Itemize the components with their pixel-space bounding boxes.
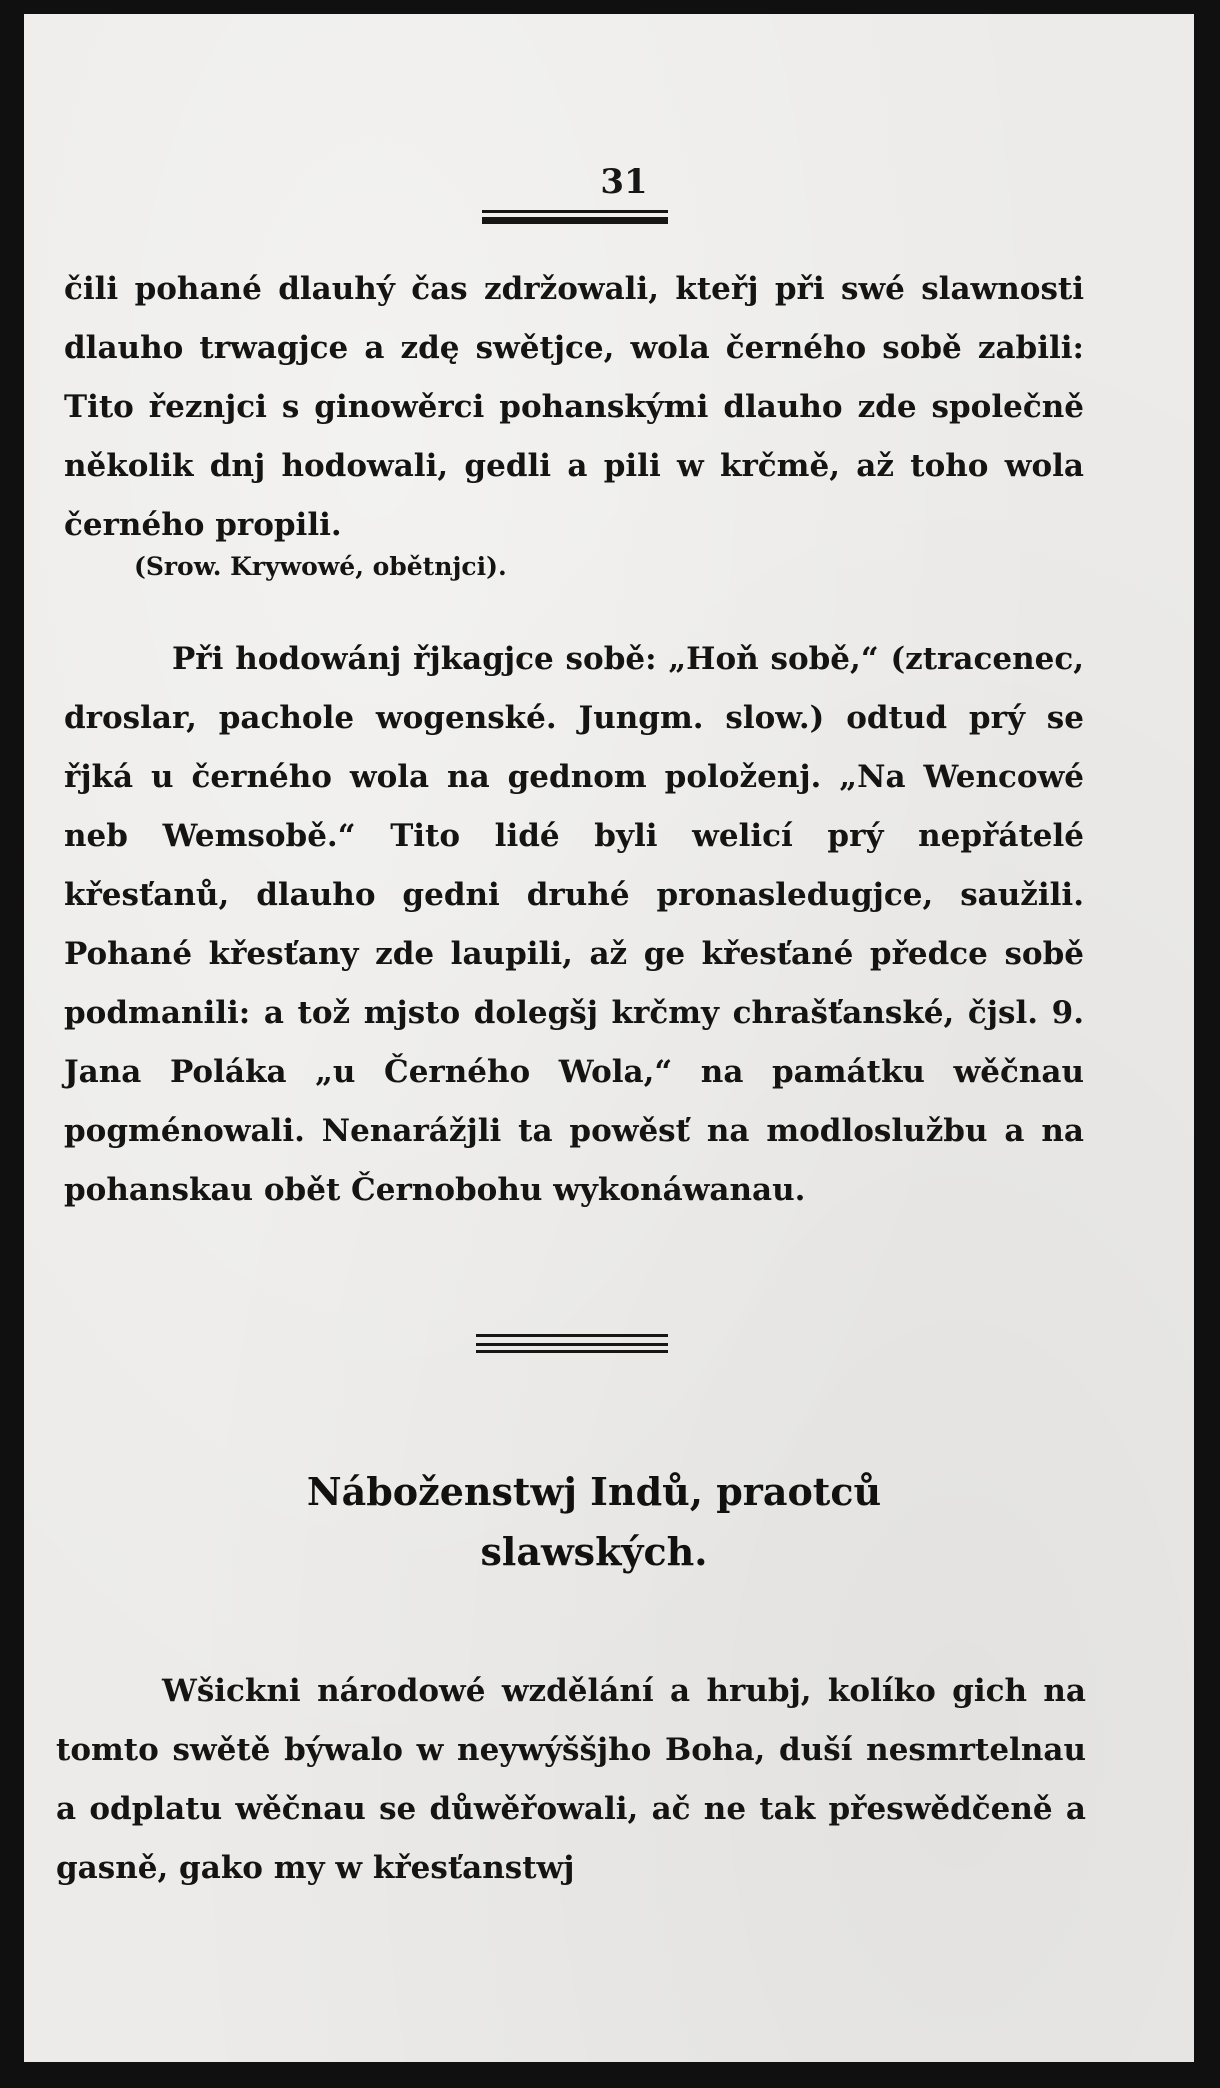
page-number: 31 <box>600 162 648 202</box>
paragraph-2-text: Při hodowánj řjkagjce sobě: „Hoň sobě,“ (ztracenec, droslar, pachole wogenské. Jungm. slow.) odtud prý se řjká u černého wola na gednom položenj. „Na Wencowé neb Wemsobě.“ Tito lidé byli welicí prý nepřátelé křesťanů, dlauho gedni druhé pronasledugjce, saužili. Pohané křesťany zde laupili, až ge křesťané předce sobě podmanili: a tož mjsto dolegšj krčmy chrašťanské, čjsl. 9. Jana Poláka „u Černého Wola,“ na památku wěčnau pogménowali. Nenarážjli ta powěsť na modloslužbu a na pohanskau obět Černobohu wykonáwanau. <box>64 641 1084 1208</box>
paragraph-2 <box>64 630 1084 1220</box>
paragraph-1-text: čili pohané dlauhý čas zdržowali, kteřj při swé slawnosti dlauho trwagjce a zdę swětjce, wola černého sobě zabili: Tito řeznjci s ginowěrci pohanskými dlauho zde společně několik dnj hodowali, gedli a pili w krčmě, až toho wola černého propili. <box>64 271 1084 543</box>
book-page <box>24 14 1194 2062</box>
header-rule-thick <box>482 217 668 224</box>
section-divider-rule <box>476 1334 668 1337</box>
section-divider-rule <box>476 1350 668 1353</box>
paragraph-3 <box>56 1662 1086 1898</box>
paragraph-3-text: Wšickni národowé wzdělání a hrubj, kolíko gich na tomto swětě býwalo w neywýššjho Boha, duší nesmrtelnau a odplatu wěčnau se důwěřowali, ač ne tak přeswědčeně a gasně, gako my w křesťanstwj <box>56 1673 1086 1886</box>
header-rule <box>482 210 668 213</box>
paragraph-1 <box>64 260 1084 555</box>
section-divider-rule <box>476 1343 668 1346</box>
reference-note: (Srow. Krywowé, obětnjci). <box>134 552 507 581</box>
section-heading <box>124 1462 1064 1582</box>
section-heading-line-2: slawských. <box>480 1529 708 1574</box>
section-heading-line-1: Náboženstwj Indů, praotců <box>306 1469 882 1514</box>
